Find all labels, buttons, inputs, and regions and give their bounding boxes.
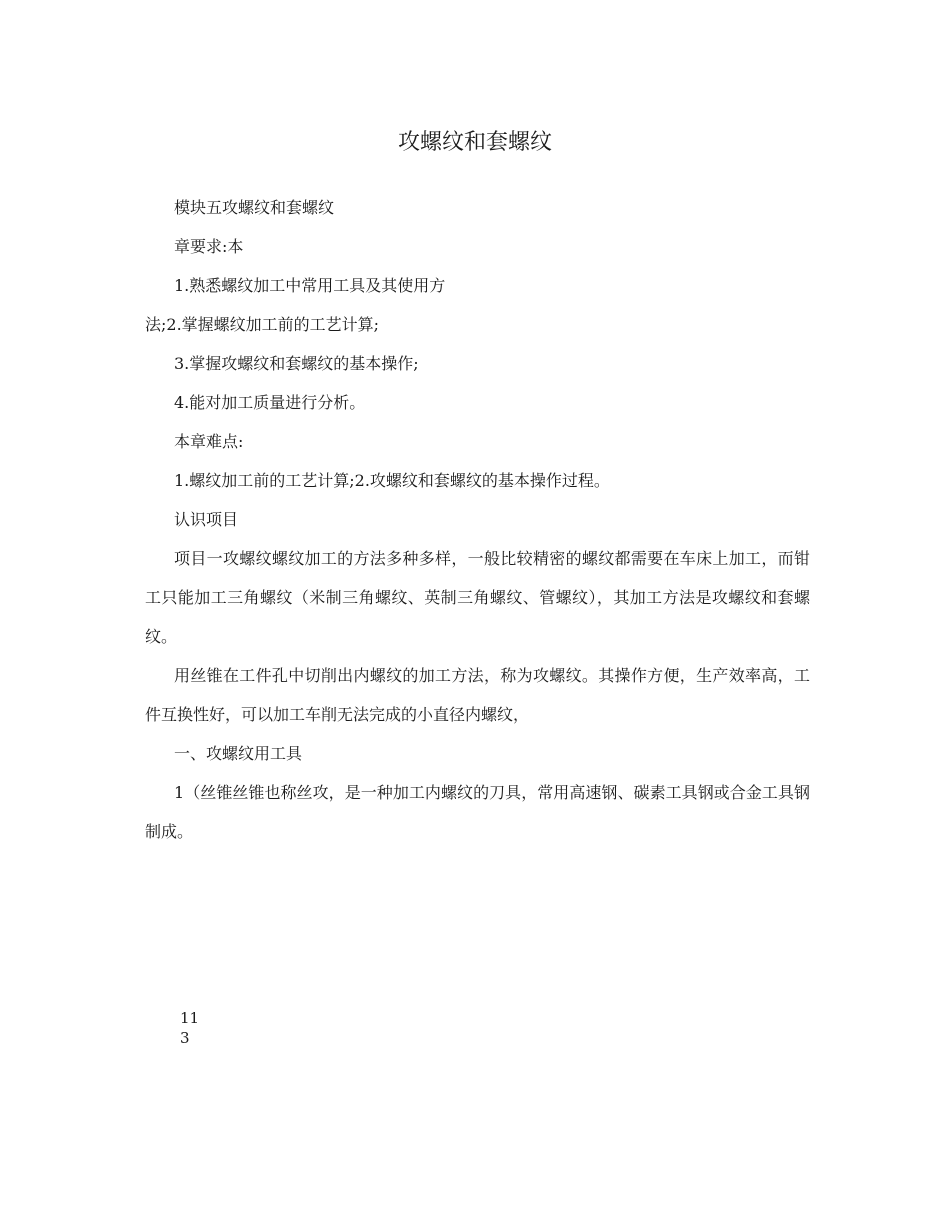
page-number-line-1: 11: [180, 1009, 200, 1027]
document-title: 攻螺纹和套螺纹: [397, 130, 552, 155]
paragraph-tools-heading: 一、攻螺纹用工具: [174, 744, 303, 763]
page-number-line-2: 3: [180, 1029, 190, 1047]
paragraph-tap-description: 1（丝锥丝锥也称丝攻，是一种加工内螺纹的刀具，常用高速钢、碳素工具钢或合金工具钢制成。: [145, 783, 810, 841]
document-body: [145, 188, 810, 851]
paragraph-difficulties: 1.螺纹加工前的工艺计算;2.攻螺纹和套螺纹的基本操作过程。: [174, 471, 610, 490]
paragraph-project-one: 项目一攻螺纹螺纹加工的方法多种多样，一般比较精密的螺纹都需要在车床上加工，而钳工只能加工三角螺纹（米制三角螺纹、英制三角螺纹、管螺纹），其加工方法是攻螺纹和套螺纹。: [145, 549, 810, 646]
paragraph-requirement-2: 法;2.掌握螺纹加工前的工艺计算;: [145, 315, 380, 334]
paragraph-chapter-requirements: 章要求:本: [174, 237, 244, 256]
paragraph-project-heading: 认识项目: [174, 510, 239, 529]
paragraph-requirement-1: 1.熟悉螺纹加工中常用工具及其使用方: [174, 276, 446, 295]
paragraph-requirement-4: 4.能对加工质量进行分析。: [174, 393, 366, 412]
page-number: [180, 1008, 199, 1048]
paragraph-difficulties-heading: 本章难点:: [174, 432, 244, 451]
paragraph-tapping-definition: 用丝锥在工件孔中切削出内螺纹的加工方法，称为攻螺纹。其操作方便，生产效率高，工件互换性好，可以加工车削无法完成的小直径内螺纹，: [145, 666, 810, 724]
paragraph-module-heading: 模块五攻螺纹和套螺纹: [174, 198, 335, 217]
paragraph-requirement-3: 3.掌握攻螺纹和套螺纹的基本操作;: [174, 354, 419, 373]
